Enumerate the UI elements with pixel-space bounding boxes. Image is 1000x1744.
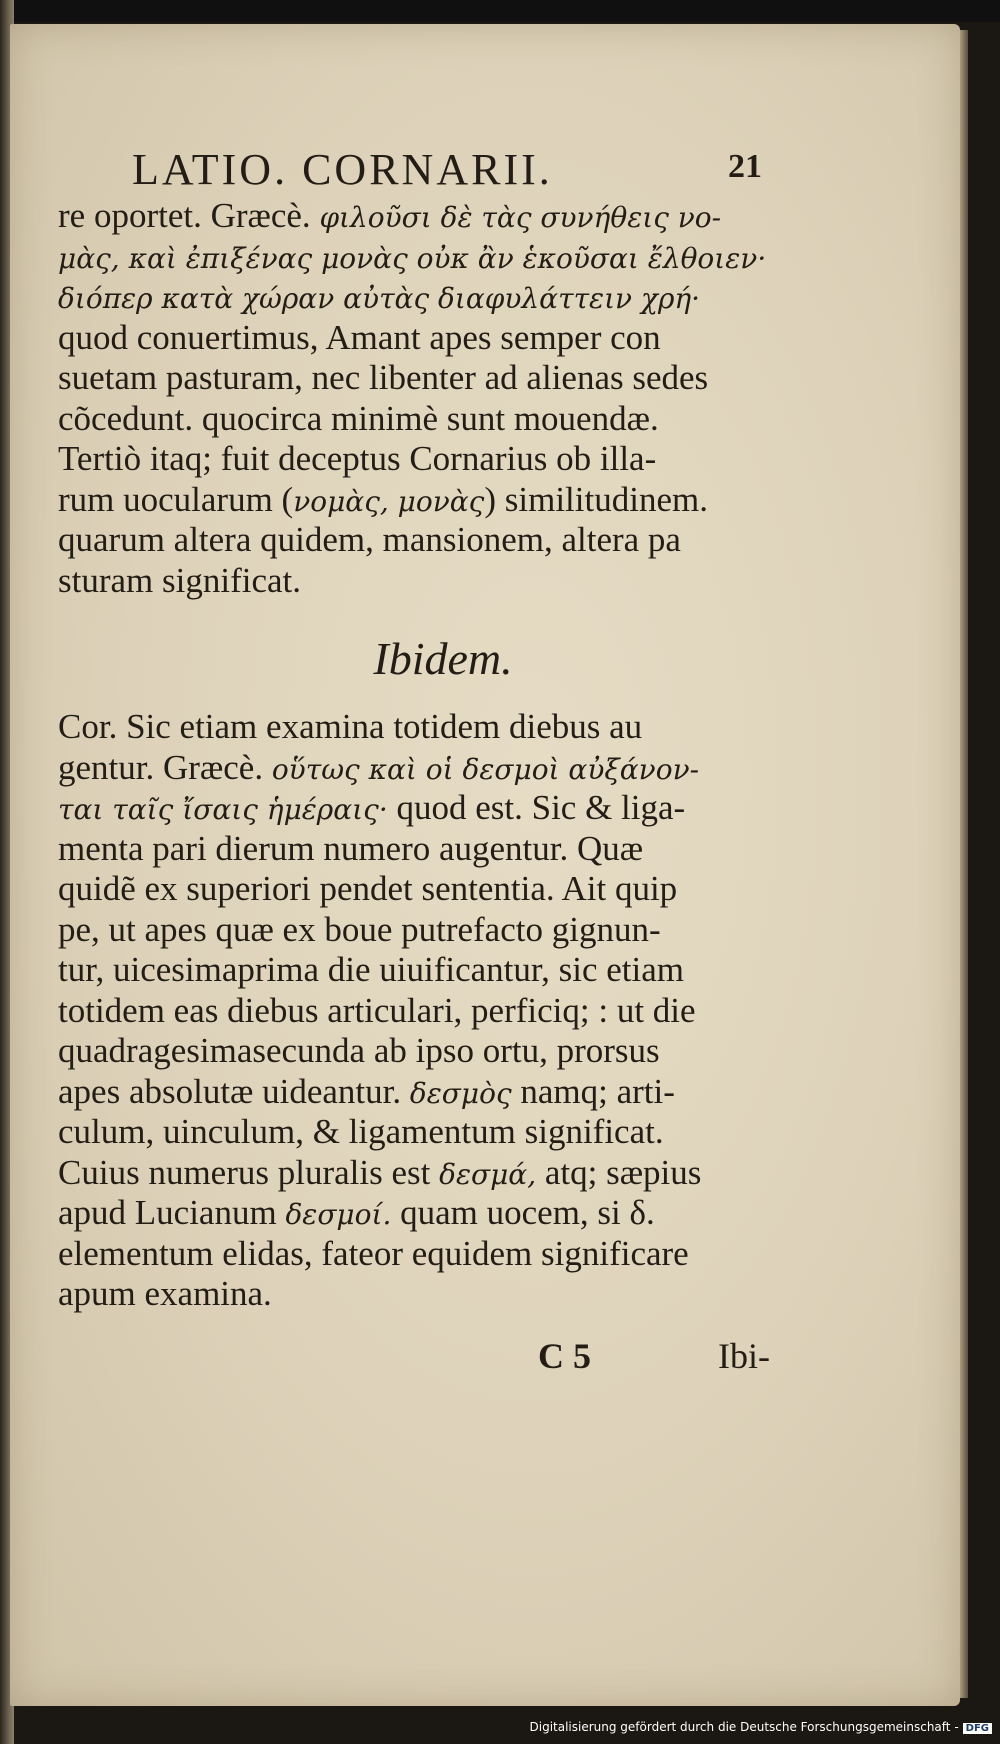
latin-text: quam uocem, si δ. [391, 1193, 655, 1232]
text-line [58, 869, 818, 910]
page-number: 21 [728, 148, 762, 185]
footer-text: Digitalisierung gefördert durch die Deutsche Forschungsgemeinschaft - [529, 1720, 959, 1734]
latin-text: atq; sæpius [536, 1152, 702, 1192]
latin-text: sturam significat. [58, 560, 302, 600]
latin-text: quidẽ ex superiori pendet sententia. Ait quip [58, 869, 678, 908]
latin-text: quod est. Sic & liga- [387, 788, 686, 827]
latin-text: pe, ut apes quæ ex boue putrefacto gignun- [58, 909, 661, 949]
latin-text: Cor. Sic etiam examina totidem diebus au [58, 707, 643, 746]
greek-text: ται ταῖς ἴσαις ἡμέραις· [58, 793, 388, 826]
greek-text: δεσμοί. [285, 1198, 392, 1231]
latin-text: cõcedunt. quocirca minimè sunt mouendæ. [58, 398, 659, 438]
latin-text: Tertiò itaq; fuit deceptus Cornarius ob illa- [58, 439, 657, 478]
text-line [58, 439, 818, 480]
greek-text: δεσμά, [439, 1157, 537, 1191]
section-heading: Ibidem. [373, 633, 513, 684]
signature-mark: C 5 [538, 1335, 591, 1376]
latin-text: culum, uinculum, & ligamentum significat. [58, 1112, 664, 1151]
latin-text: namq; arti- [511, 1071, 675, 1111]
latin-text: quadragesimasecunda ab ipso ortu, prorsus [58, 1031, 660, 1070]
paragraph-2 [58, 707, 818, 1315]
greek-text: διόπερ κατὰ χώραν αὐτὰς διαφυλάττειν χρή· [58, 282, 701, 315]
page-edge [960, 30, 968, 1698]
text-line [58, 237, 818, 278]
text-line [58, 318, 818, 359]
text-line [58, 277, 818, 318]
digitization-footer [530, 1720, 993, 1734]
greek-text: νομὰς, μονὰς [293, 484, 485, 518]
latin-text: ) similitudinem. [484, 479, 708, 519]
running-head [58, 134, 818, 196]
text-line [58, 788, 818, 829]
latin-text: quarum altera quidem, mansionem, altera pa [58, 520, 681, 559]
paragraph-1 [58, 196, 818, 601]
greek-text: φιλοῦσι δὲ τὰς συνήθεις νο- [319, 201, 722, 234]
text-line [58, 1234, 818, 1275]
latin-text: apud Lucianum [58, 1193, 286, 1232]
text-line [58, 399, 818, 440]
text-line [58, 1112, 818, 1153]
latin-text: gentur. Græcè. [58, 747, 272, 787]
latin-text: tur, uicesimaprima die uiuificantur, sic etiam [58, 950, 685, 989]
latin-text: menta pari dierum numero augentur. Quæ [58, 828, 644, 868]
catchword: Ibi- [718, 1335, 770, 1376]
text-line [58, 1031, 818, 1072]
latin-text: rum uocularum ( [58, 479, 294, 519]
text-line [58, 707, 818, 748]
book-page [10, 24, 960, 1706]
text-line [58, 950, 818, 991]
greek-text: οὕτως καὶ οἱ δεσμοὶ αὐξάνον- [271, 752, 700, 786]
text-line [58, 520, 818, 561]
latin-text: Cuius numerus pluralis est [58, 1152, 440, 1192]
dfg-logo: DFG [963, 1723, 992, 1734]
running-title: LATIO. CORNARII. [132, 145, 553, 194]
text-line [58, 480, 818, 521]
greek-text: μὰς, καὶ ἐπιξένας μονὰς οὐκ ἂν ἑκοῦσαι ἔλθοιεν· [58, 241, 767, 275]
latin-text: elementum elidas, fateor equidem significare [58, 1233, 689, 1273]
latin-text: re oportet. Græcè. [58, 196, 320, 235]
latin-text: totidem eas diebus articulari, perficiq; : ut die [58, 990, 696, 1030]
signature-line [58, 1329, 818, 1379]
text-line [58, 196, 818, 237]
latin-text: suetam pasturam, nec libenter ad alienas sedes [58, 358, 709, 397]
text-line [58, 561, 818, 602]
text-line [58, 1193, 818, 1234]
text-line [58, 1153, 818, 1194]
text-line [58, 910, 818, 951]
text-line [58, 358, 818, 399]
text-line [58, 991, 818, 1032]
latin-text: apum examina. [58, 1274, 272, 1313]
text-line [58, 1274, 818, 1315]
top-dark-strip [0, 0, 1000, 22]
text-block [58, 134, 818, 1379]
text-line [58, 829, 818, 870]
latin-text: quod conuertimus, Amant apes semper con [58, 317, 661, 357]
text-line [58, 1072, 818, 1113]
greek-text: δεσμὸς [409, 1076, 512, 1110]
text-line [58, 748, 818, 789]
latin-text: apes absolutæ uideantur. [58, 1071, 410, 1111]
